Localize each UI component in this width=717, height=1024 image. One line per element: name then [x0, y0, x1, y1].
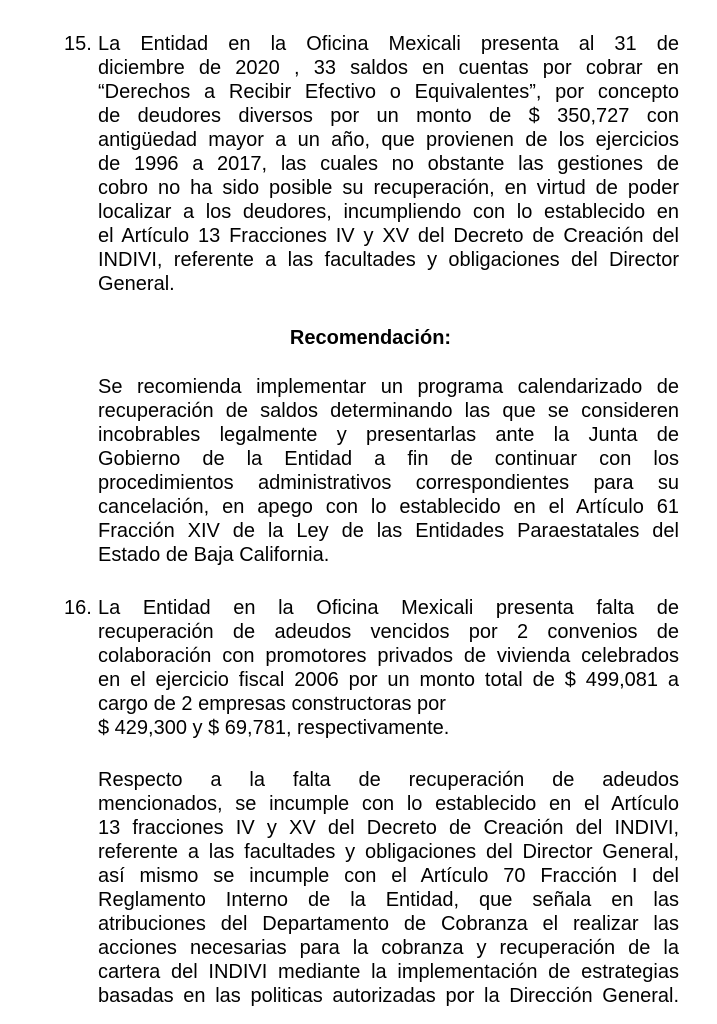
item-15-line: de deudores diversos por un monto de $ 350,727 con: [98, 105, 679, 127]
item-15-line: localizar a los deudores, incumpliendo con lo establecido en: [98, 201, 679, 223]
recommendation-line: incobrables legalmente y presentarlas ante la Junta de: [98, 424, 679, 446]
item-16-paragraph-line: referente a las facultades y obligaciones del Director General,: [98, 841, 679, 863]
item-15-line: INDIVI, referente a las facultades y obligaciones del Director: [98, 249, 679, 271]
recommendation-line: recuperación de saldos determinando las que se consideren: [98, 400, 679, 422]
item-16-paragraph-line: 13 fracciones IV y XV del Decreto de Creación del INDIVI,: [98, 817, 679, 839]
recommendation-line: procedimientos administrativos correspondientes para su: [98, 472, 679, 494]
item-15-line: de 1996 a 2017, las cuales no obstante las gestiones de: [98, 153, 679, 175]
item-16-line: $ 429,300 y $ 69,781, respectivamente.: [98, 717, 450, 739]
recommendation-line: Se recomienda implementar un programa calendarizado de: [98, 376, 679, 398]
item-16-line: recuperación de adeudos vencidos por 2 convenios de: [98, 621, 679, 643]
item-15-line: cobro no ha sido posible su recuperación, en virtud de poder: [98, 177, 679, 199]
item-16-paragraph-line: mencionados, se incumple con lo establecido en el Artículo: [98, 793, 679, 815]
item-15-line: General.: [98, 273, 175, 295]
recommendation-line: Estado de Baja California.: [98, 544, 330, 566]
item-15-line: el Artículo 13 Fracciones IV y XV del Decreto de Creación del: [98, 225, 679, 247]
item-16-paragraph-line: cartera del INDIVI mediante la implementación de estrategias: [98, 961, 679, 983]
item-16-line: colaboración con promotores privados de vivienda celebrados: [98, 645, 679, 667]
item-15-line: “Derechos a Recibir Efectivo o Equivalentes”, por concepto: [98, 81, 679, 103]
item-16-paragraph-line: así mismo se incumple con el Artículo 70 Fracción I del: [98, 865, 679, 887]
item-16-line: en el ejercicio fiscal 2006 por un monto total de $ 499,081 a: [98, 669, 679, 691]
recommendation-line: cancelación, en apego con lo establecido en el Artículo 61: [98, 496, 679, 518]
recommendation-line: Gobierno de la Entidad a fin de continuar con los: [98, 448, 679, 470]
item-16-line: cargo de 2 empresas constructoras por: [98, 693, 446, 715]
item-16-paragraph-line: Reglamento Interno de la Entidad, que señala en las: [98, 889, 679, 911]
item-16-paragraph-line: basadas en las politicas autorizadas por la Dirección General.: [98, 985, 679, 1007]
item-15-line: diciembre de 2020 , 33 saldos en cuentas por cobrar en: [98, 57, 679, 79]
item-15-line: antigüedad mayor a un año, que provienen de los ejercicios: [98, 129, 679, 151]
item-16-number: 16.: [64, 597, 92, 619]
item-16-paragraph-line: Respecto a la falta de recuperación de adeudos: [98, 769, 679, 791]
item-16-line: La Entidad en la Oficina Mexicali presenta falta de: [98, 597, 679, 619]
recommendation-line: Fracción XIV de la Ley de las Entidades Paraestatales del: [98, 520, 679, 542]
recommendation-heading: Recomendación:: [289, 327, 452, 349]
item-15-line: La Entidad en la Oficina Mexicali presenta al 31 de: [98, 33, 679, 55]
item-16-paragraph-line: acciones necesarias para la cobranza y recuperación de la: [98, 937, 679, 959]
item-15-number: 15.: [64, 33, 92, 55]
item-16-paragraph-line: atribuciones del Departamento de Cobranza el realizar las: [98, 913, 679, 935]
